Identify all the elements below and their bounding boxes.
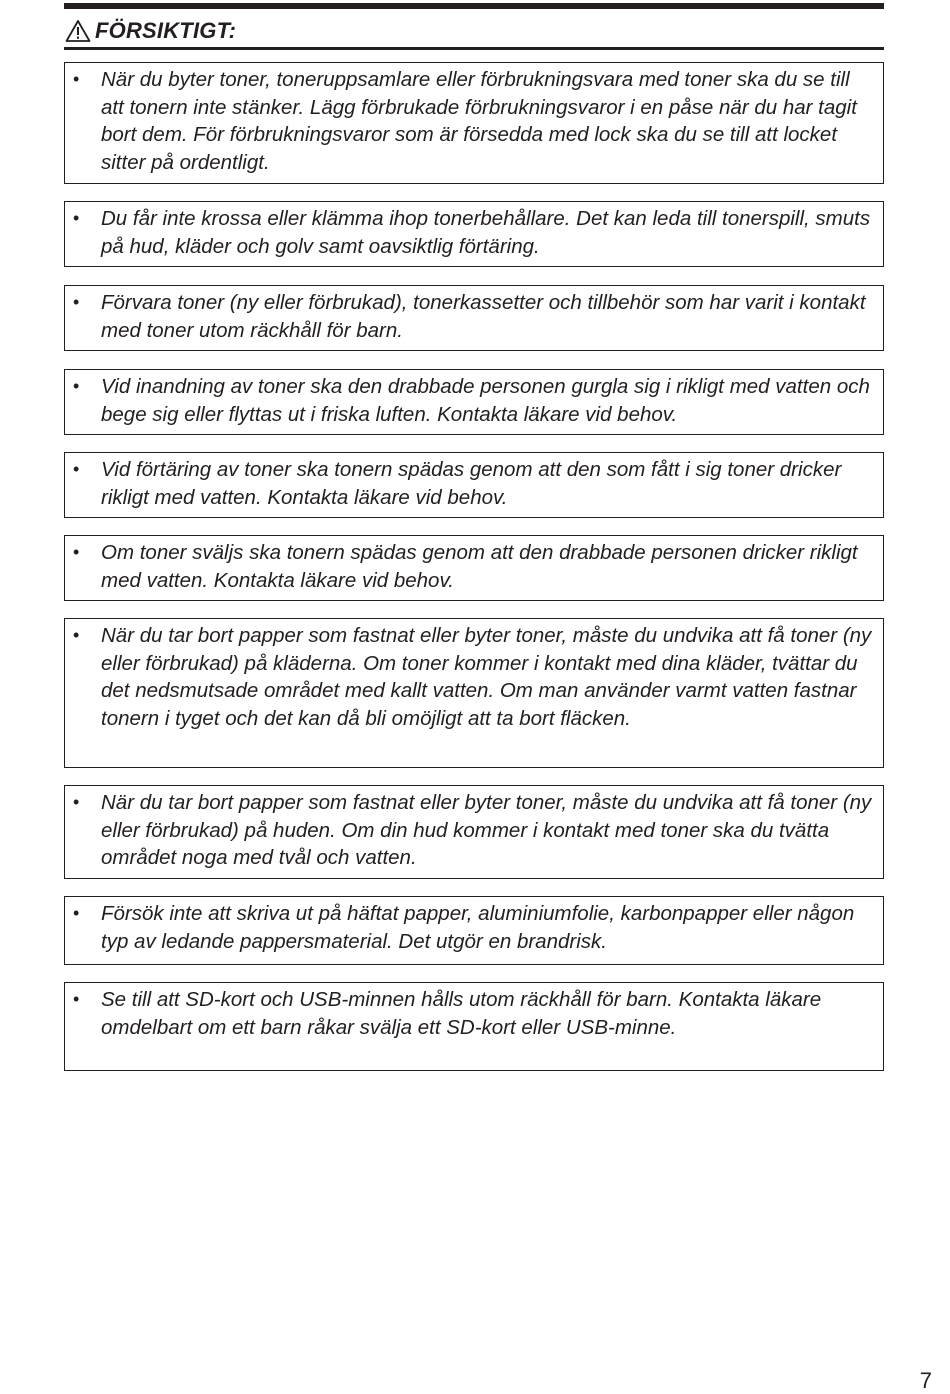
warning-item [64, 285, 884, 351]
page-number: 7 [919, 1368, 932, 1393]
bullet: • [73, 459, 80, 479]
warning-triangle-icon [65, 19, 91, 43]
caution-title: FÖRSIKTIGT: [95, 17, 237, 43]
warning-text: När du byter toner, toneruppsamlare eller förbrukningsvara med toner ska du se till att tonern inte stänker. Lägg förbrukade förbrukningsvaror i en påse när du har tagit bort dem. För förbrukningsvaror som är försedda med lock ska du se till att locket sitter på ordentligt. [101, 68, 857, 174]
warning-text: Se till att SD-kort och USB-minnen hålls utom räckhåll för barn. Kontakta läkare omdelbart om ett barn råkar svälja ett SD-kort eller USB-minne. [101, 988, 822, 1039]
warning-item [64, 896, 884, 965]
warning-item [64, 452, 884, 518]
bullet: • [73, 792, 80, 812]
warning-item [64, 201, 884, 267]
warning-list [64, 62, 884, 1071]
bullet: • [73, 989, 80, 1009]
warning-item [64, 535, 884, 601]
warning-item [64, 618, 884, 768]
bullet: • [73, 625, 80, 645]
bullet: • [73, 69, 80, 89]
warning-item [64, 982, 884, 1071]
top-rule [64, 3, 884, 9]
warning-text: När du tar bort papper som fastnat eller byter toner, måste du undvika att få toner (ny eller förbrukad) på huden. Om din hud kommer i kontakt med toner ska du tvätta området noga med tvål och vatten. [101, 791, 872, 870]
bullet: • [73, 208, 80, 228]
caution-header [64, 14, 884, 50]
warning-text: Om toner sväljs ska tonern spädas genom att den drabbade personen dricker rikligt med vatten. Kontakta läkare vid behov. [101, 541, 858, 592]
bullet: • [73, 903, 80, 923]
warning-text: Vid inandning av toner ska den drabbade personen gurgla sig i rikligt med vatten och bege sig eller flyttas ut i friska luften. Kontakta läkare vid behov. [101, 375, 870, 426]
warning-item [64, 62, 884, 184]
bullet: • [73, 292, 80, 312]
warning-text: Förvara toner (ny eller förbrukad), tonerkassetter och tillbehör som har varit i kontakt med toner utom räckhåll för barn. [101, 291, 866, 342]
warning-text: Vid förtäring av toner ska tonern spädas genom att den som fått i sig toner dricker rikligt med vatten. Kontakta läkare vid behov. [101, 458, 842, 509]
warning-text: Försök inte att skriva ut på häftat papper, aluminiumfolie, karbonpapper eller någon typ av ledande pappersmaterial. Det utgör en brandrisk. [101, 902, 855, 953]
warning-text: Du får inte krossa eller klämma ihop tonerbehållare. Det kan leda till tonerspill, smuts på hud, kläder och golv samt oavsiktlig förtäring. [101, 207, 871, 258]
warning-text: När du tar bort papper som fastnat eller byter toner, måste du undvika att få toner (ny eller förbrukad) på kläderna. Om toner kommer i kontakt med dina kläder, tvättar du det nedsmutsade området med kallt vatten. Om man använder varmt vatten fastnar tonern i tyget och det kan då bli omöjligt att ta bort fläcken. [101, 624, 872, 730]
bullet: • [73, 542, 80, 562]
bullet: • [73, 376, 80, 396]
warning-item [64, 785, 884, 879]
warning-item [64, 369, 884, 435]
